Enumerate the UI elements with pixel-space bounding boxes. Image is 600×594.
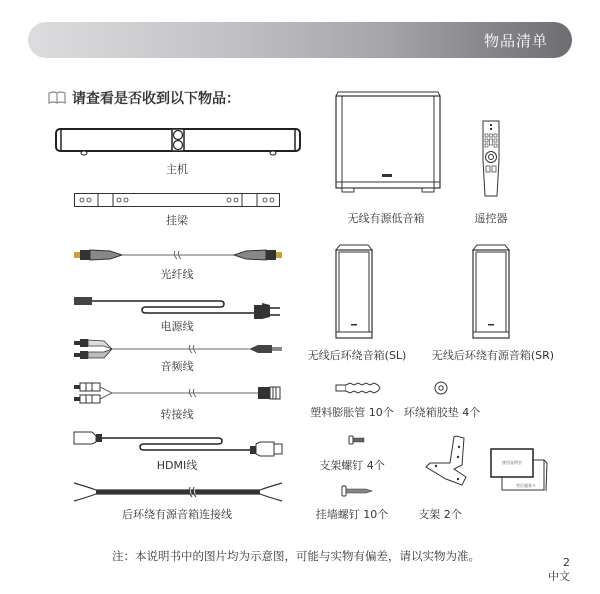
wall-screw-label: 挂墙螺钉 10个	[315, 508, 389, 521]
wall-anchor-illustration	[336, 382, 380, 394]
remote-control-illustration	[481, 120, 501, 198]
rear-speaker-cable-illustration	[74, 481, 282, 503]
adapter-cable-label: 转接线	[160, 408, 194, 421]
main-unit-illustration	[55, 128, 301, 158]
audio-cable-label: 音频线	[160, 360, 194, 373]
warranty-card-text: 售后服务卡	[516, 483, 536, 488]
speaker-pad-illustration	[434, 381, 448, 395]
open-book-icon	[48, 91, 66, 105]
disclaimer-note: 注：本说明书中的图片均为示意图，可能与实物有偏差，请以实物为准。	[112, 549, 480, 563]
speaker-pad-label: 环绕箱胶垫 4个	[403, 406, 481, 419]
remote-label: 遥控器	[474, 212, 508, 225]
checklist-prompt	[48, 88, 240, 108]
prompt-text: 请查看是否收到以下物品：	[72, 91, 240, 107]
adapter-cable-illustration	[74, 382, 282, 404]
subwoofer-label: 无线有源低音箱	[347, 212, 425, 225]
wall-anchor-label: 塑料膨胀管 10个	[310, 406, 394, 419]
section-header-bar	[28, 22, 572, 58]
wall-beam-illustration	[74, 193, 280, 207]
subwoofer-illustration	[334, 90, 442, 196]
optical-cable-label: 光纤线	[160, 268, 194, 281]
manual-card-text: 使用说明书	[502, 460, 522, 465]
wall-screw-illustration	[342, 486, 372, 496]
rear-speaker-sl-illustration	[334, 244, 374, 340]
rear-speaker-sr-label: 无线后环绕有源音箱(SR)	[431, 349, 555, 362]
bracket-screw-illustration	[349, 436, 365, 444]
page-language: 中文	[548, 570, 570, 583]
rear-speaker-cable-label: 后环绕有源音箱连接线	[122, 508, 232, 521]
wall-beam-label: 挂梁	[166, 214, 188, 227]
hdmi-cable-label: HDMI线	[156, 459, 198, 472]
hdmi-cable-illustration	[74, 430, 282, 458]
power-cable-illustration	[74, 293, 280, 319]
optical-cable-illustration	[74, 248, 282, 262]
audio-cable-illustration	[74, 338, 282, 360]
page-number: 2	[563, 556, 570, 569]
section-title: 物品清单	[483, 32, 548, 50]
bracket-label: 支架 2个	[418, 508, 462, 521]
page-footer	[548, 556, 570, 584]
bracket-illustration	[424, 435, 468, 487]
rear-speaker-sr-illustration	[471, 244, 511, 340]
main-unit-label: 主机	[166, 163, 188, 176]
rear-speaker-sl-label: 无线后环绕音箱(SL)	[307, 349, 407, 362]
power-cable-label: 电源线	[160, 320, 194, 333]
bracket-screw-label: 支架螺钉 4个	[319, 459, 385, 472]
